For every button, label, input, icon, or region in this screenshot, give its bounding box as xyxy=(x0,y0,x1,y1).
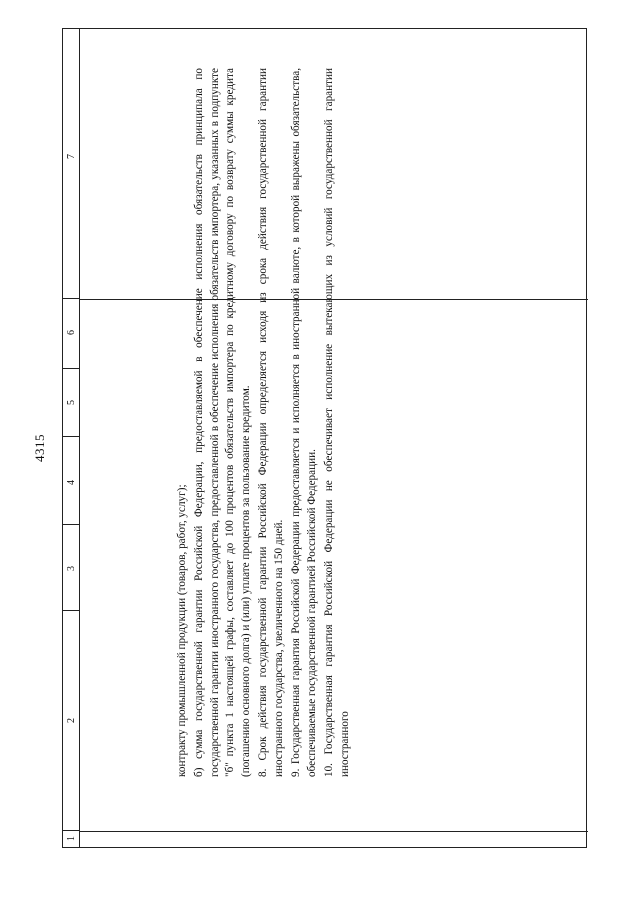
header-cell-3 xyxy=(63,525,80,611)
column-number-3: 3 xyxy=(66,566,77,571)
paragraph: контракту промышленной продукции (товаров, работ, услуг); xyxy=(176,484,188,777)
column-divider-2-1 xyxy=(80,831,588,832)
column-7-text xyxy=(171,60,640,785)
column-number-6: 6 xyxy=(66,330,77,335)
table-header-row xyxy=(63,29,80,847)
column-number-5: 5 xyxy=(66,400,77,405)
column-number-1: 1 xyxy=(66,836,77,841)
paragraph: 8. Срок действия государственной гарантии Российской Федерации определяется исходя из срока действия государственной гарантии иностранного государства, увеличенного на 150 дней. xyxy=(257,68,285,777)
header-cell-1 xyxy=(63,831,80,849)
page-number: 4315 xyxy=(32,434,47,462)
paragraph: 9. Государственная гарантия Российской Федерации предоставляется и исполняется в иностранной валюте, в которой выражены обязательства, обеспечиваемые государственной гарантией Российской Федерации. xyxy=(290,68,318,777)
header-cell-6 xyxy=(63,299,80,369)
header-cell-2 xyxy=(63,611,80,831)
paragraph: б) сумма государственной гарантии Российской Федерации, предоставляемой в обеспечение исполнения обязательств принципала по государственной гарантии иностранного государства, предоставленной в обеспечение исполнения обязательств импортера, указанных в подпункте "б" пункта 1 настоящей графы, составляет до 100 процентов обязательств импортера по кредитному договору по возврату суммы кредита (погашению основного долга) и (или) уплате процентов за пользование кредитом. xyxy=(193,68,252,777)
header-cell-5 xyxy=(63,369,80,437)
column-number-2: 2 xyxy=(66,718,77,723)
header-cell-4 xyxy=(63,437,80,525)
column-number-7: 7 xyxy=(66,154,77,159)
header-cell-7 xyxy=(63,29,80,299)
table-frame xyxy=(62,28,587,848)
paragraph: 10. Государственная гарантия Российской Федерации не обеспечивает исполнение вытекающих из условий государственной гарантии иностранного xyxy=(323,68,351,777)
column-number-4: 4 xyxy=(66,480,77,485)
